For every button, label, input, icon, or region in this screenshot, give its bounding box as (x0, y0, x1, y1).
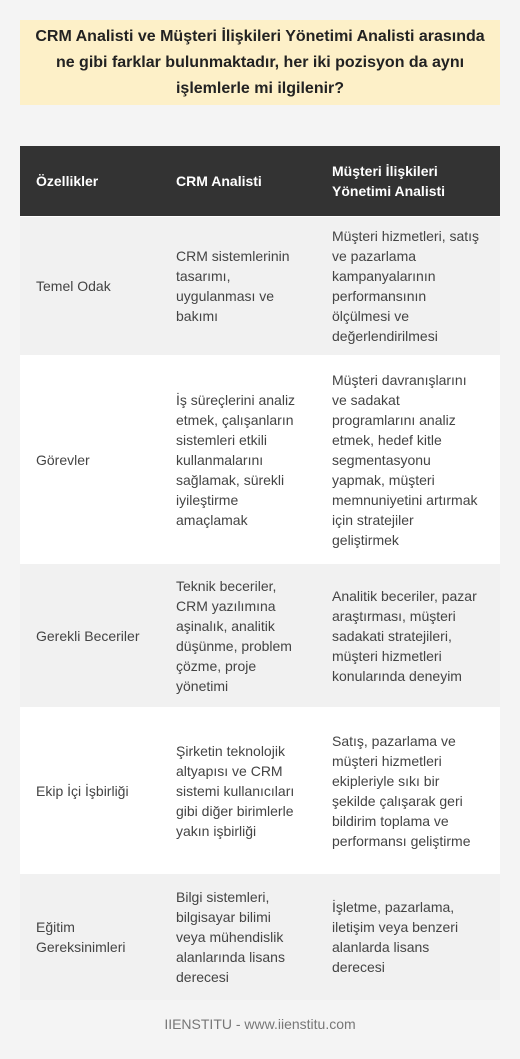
header-customer-relations-analyst: Müşteri İlişkileri Yönetimi Analisti (316, 146, 500, 217)
row-label: Görevler (20, 356, 160, 564)
row-label: Ekip İçi İşbirliği (20, 708, 160, 874)
table-row (20, 356, 500, 564)
crm-analyst-cell: Bilgi sistemleri, bilgisayar bilimi veya mühendislik alanlarında lisans derecesi (160, 874, 316, 1000)
customer-relations-analyst-cell: Müşteri davranışlarını ve sadakat programlarını analiz etmek, hedef kitle segmentasyonu yapmak, müşteri memnuniyetini artırmak için stratejiler geliştirmek (316, 356, 500, 564)
row-label: Gerekli Beceriler (20, 564, 160, 708)
table-row (20, 217, 500, 356)
header-crm-analyst: CRM Analisti (160, 146, 316, 217)
question-box (20, 20, 500, 105)
question-title: CRM Analisti ve Müşteri İlişkileri Yönetimi Analisti arasında ne gibi farklar bulunmaktadır, her iki pozisyon da aynı işlemlerle mi ilgilenir? (35, 27, 485, 97)
customer-relations-analyst-cell: Müşteri hizmetleri, satış ve pazarlama kampanyalarının performansının ölçülmesi ve değerlendirilmesi (316, 217, 500, 356)
customer-relations-analyst-cell: İşletme, pazarlama, iletişim veya benzeri alanlarda lisans derecesi (316, 874, 500, 1000)
crm-analyst-cell: CRM sistemlerinin tasarımı, uygulanması ve bakımı (160, 217, 316, 356)
crm-analyst-cell: İş süreçlerini analiz etmek, çalışanların sistemleri etkili kullanmalarını sağlamak, sürekli iyileştirme amaçlamak (160, 356, 316, 564)
customer-relations-analyst-cell: Satış, pazarlama ve müşteri hizmetleri ekipleriyle sıkı bir şekilde çalışarak geri bildirim toplama ve performansı geliştirme (316, 708, 500, 874)
footer-credit: IIENSTITU - www.iienstitu.com (164, 1016, 356, 1032)
crm-analyst-cell: Şirketin teknolojik altyapısı ve CRM sistemi kullanıcıları gibi diğer birimlerle yakın işbirliği (160, 708, 316, 874)
row-label: Eğitim Gereksinimleri (20, 874, 160, 1000)
crm-analyst-cell: Teknik beceriler, CRM yazılımına aşinalık, analitik düşünme, problem çözme, proje yönetimi (160, 564, 316, 708)
table-row (20, 708, 500, 874)
table-header-row (20, 146, 500, 217)
comparison-table (20, 146, 500, 1000)
table-row (20, 874, 500, 1000)
header-features: Özellikler (20, 146, 160, 217)
customer-relations-analyst-cell: Analitik beceriler, pazar araştırması, müşteri sadakati stratejileri, müşteri hizmetleri konularında deneyim (316, 564, 500, 708)
table-row (20, 564, 500, 708)
row-label: Temel Odak (20, 217, 160, 356)
